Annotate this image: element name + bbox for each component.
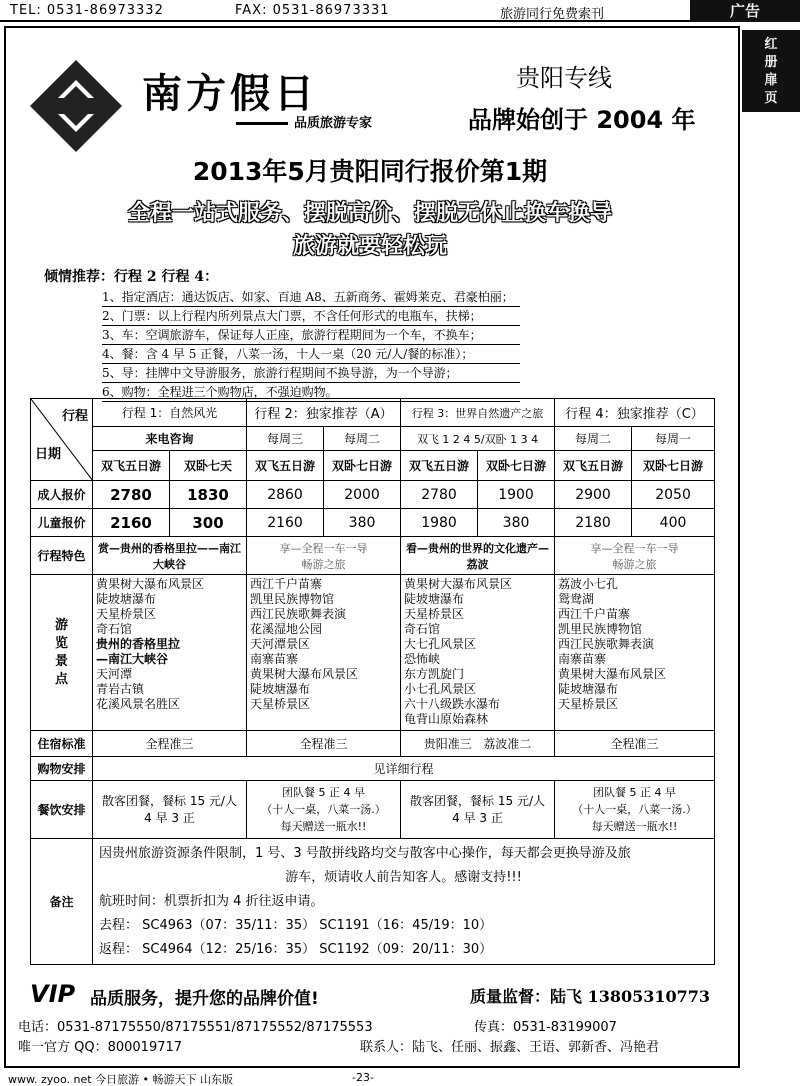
adult-price: 2900 <box>555 481 632 509</box>
trip-header: 行程 2：独家推荐（A） <box>247 399 401 427</box>
trip-header: 行程 4：独家推荐（C） <box>555 399 715 427</box>
adult-price: 2860 <box>247 481 324 509</box>
table-row <box>31 537 715 575</box>
child-price: 2180 <box>555 509 632 537</box>
spot-item: 南寨苗寨 <box>250 652 299 666</box>
spot-item: 天星桥景区 <box>558 697 619 711</box>
spot-item: 花溪风景名胜区 <box>96 697 181 711</box>
table-row <box>31 509 715 537</box>
spot-item: 大七孔风景区 <box>404 637 477 651</box>
footer-slogan: 品质服务，提升您的品牌价值! <box>90 989 319 1009</box>
spot-item: 天星桥景区 <box>96 607 157 621</box>
spots-cell <box>93 575 247 731</box>
date-cell: 每周二 <box>324 427 401 451</box>
remark-line: 去程： SC4963（07：35/11：35） SC1191（16：45/19：10） <box>99 917 493 933</box>
brand-tagline: 品质旅游专家 <box>236 112 372 131</box>
spot-item: —南江大峡谷 <box>96 652 169 666</box>
route-title: 贵阳专线 <box>516 64 612 92</box>
adult-price: 2780 <box>401 481 478 509</box>
spot-item: 花溪湿地公园 <box>250 622 323 636</box>
spot-item: 天河潭景区 <box>250 637 311 651</box>
child-price: 400 <box>632 509 715 537</box>
spot-item: 荔波小七孔 <box>558 577 619 591</box>
spot-item: 天星桥景区 <box>250 697 311 711</box>
mode-cell: 双飞五日游 <box>555 451 632 481</box>
page-title: 2013年5月贵阳同行报价第1期 <box>192 157 548 186</box>
spot-item: 鸳鸯湖 <box>558 592 595 606</box>
header-fax: FAX: 0531-86973331 <box>235 3 390 18</box>
footer-qq: 唯一官方 QQ：800019717 <box>18 1040 183 1055</box>
date-cell: 每周三 <box>247 427 324 451</box>
slogan-line-2: 旅游就要轻松玩 <box>292 234 447 259</box>
feature-cell: 享—全程一车一导 畅游之旅 <box>555 537 715 575</box>
spot-item: 恐怖峡 <box>404 652 441 666</box>
child-price: 2160 <box>247 509 324 537</box>
header-tel: TEL: 0531-86973332 <box>10 3 164 18</box>
spot-item: 西江千户苗寨 <box>558 607 631 621</box>
meal-cell: 团队餐 5 正 4 早 （十人一桌，八菜一汤.） 每天赠送一瓶水!! <box>555 781 715 839</box>
note-item: 4、餐：含 4 早 5 正餐，八菜一汤，十人一桌（20 元/人/餐的标准）； <box>102 345 520 364</box>
note-item: 3、车：空调旅游车，保证每人正座，旅游行程期间为一个车，不换车； <box>102 326 520 345</box>
table-row <box>31 781 715 839</box>
note-item: 1、指定酒店：通达饭店、如家、百迪 A8、五新商务、霍姆莱克、君豪柏丽； <box>102 288 520 307</box>
quality-supervisor: 质量监督：陆飞 13805310773 <box>470 987 711 1006</box>
mode-cell: 双飞五日游 <box>93 451 170 481</box>
bottom-bar <box>0 1070 800 1086</box>
corner-date: 日期 <box>35 447 62 462</box>
table-row <box>31 575 715 731</box>
stay-cell: 贵阳准三 荔波准二 <box>401 731 555 757</box>
spot-item: 六十八级跌水瀑布 <box>404 697 501 711</box>
corner-trip: 行程 <box>61 409 88 424</box>
row-label-child: 儿童报价 <box>31 509 93 537</box>
footer-fax: 传真：0531-83199007 <box>474 1020 617 1035</box>
spot-item: 陡坡塘瀑布 <box>558 682 619 696</box>
spot-item: 青岩古镇 <box>96 682 145 696</box>
date-cell: 每周一 <box>632 427 715 451</box>
table-row <box>31 399 715 427</box>
child-price: 2160 <box>93 509 170 537</box>
side-tab-char: 页 <box>764 91 778 106</box>
ad-label: 广告 <box>690 0 800 22</box>
shop-cell: 见详细行程 <box>93 757 715 781</box>
remark-line: 航班时间：机票折扣为 4 折往返申请。 <box>99 893 324 909</box>
stay-cell: 全程准三 <box>247 731 401 757</box>
note-item: 6、购物：全程进三个购物店，不强迫购物。 <box>102 383 520 402</box>
child-price: 380 <box>324 509 401 537</box>
adult-price: 1900 <box>478 481 555 509</box>
side-tab <box>742 30 800 112</box>
spot-item: 奇石馆 <box>96 622 133 636</box>
table-row <box>31 481 715 509</box>
child-price: 1980 <box>401 509 478 537</box>
mode-cell: 双卧七日游 <box>478 451 555 481</box>
spot-item: 东方凯旋门 <box>404 667 465 681</box>
vip-badge: VIP <box>30 980 76 1008</box>
header-magazine: 旅游同行免费索刊 <box>500 7 605 22</box>
table-row <box>31 427 715 451</box>
spot-item: 天河潭 <box>96 667 133 681</box>
spot-item: 小七孔风景区 <box>404 682 477 696</box>
row-label-adult: 成人报价 <box>31 481 93 509</box>
mode-cell: 双飞五日游 <box>247 451 324 481</box>
mode-cell: 双卧七日游 <box>324 451 401 481</box>
notes-list <box>102 288 520 402</box>
top-bar <box>0 0 800 22</box>
spot-item: 凯里民族博物馆 <box>558 622 643 636</box>
feature-cell: 享—全程一车一导 畅游之旅 <box>247 537 401 575</box>
brand-name: 南方假日 <box>142 70 318 117</box>
spot-item: 西江千户苗寨 <box>250 577 323 591</box>
site-url: www. zyoo. net 今日旅游 • 畅游天下 山东版 <box>8 1073 234 1086</box>
adult-price: 2780 <box>93 481 170 509</box>
spot-item: 西江民族歌舞表演 <box>250 607 347 621</box>
spot-item: 西江民族歌舞表演 <box>558 637 655 651</box>
spot-item: 龟背山原始森林 <box>404 712 489 726</box>
adult-price: 2000 <box>324 481 401 509</box>
mode-cell: 双飞五日游 <box>401 451 478 481</box>
mode-cell: 双卧七天 <box>170 451 247 481</box>
spot-item: 黄果树大瀑布风景区 <box>558 667 667 681</box>
meal-cell: 团队餐 5 正 4 早 （十人一桌，八菜一汤.） 每天赠送一瓶水!! <box>247 781 401 839</box>
row-label-feature: 行程特色 <box>31 537 93 575</box>
slogan-line-1: 全程一站式服务、摆脱高价、摆脱无休止换车换导 <box>127 201 612 226</box>
table-corner <box>31 399 93 481</box>
page-number: -23- <box>352 1071 374 1084</box>
spot-item: 黄果树大瀑布风景区 <box>250 667 359 681</box>
child-price: 300 <box>170 509 247 537</box>
side-tab-char: 红 <box>764 37 778 52</box>
spot-item: 黄果树大瀑布风景区 <box>96 577 205 591</box>
row-label-shop: 购物安排 <box>31 757 93 781</box>
table-row <box>31 451 715 481</box>
row-label-stay: 住宿标准 <box>31 731 93 757</box>
table-row <box>31 839 715 965</box>
date-cell: 双飞 1 2 4 5/双卧 1 3 4 <box>401 427 555 451</box>
remark-cell <box>93 839 715 965</box>
stay-cell: 全程准三 <box>93 731 247 757</box>
trip-header: 行程 1：自然风光 <box>93 399 247 427</box>
spots-cell <box>555 575 715 731</box>
spots-cell <box>247 575 401 731</box>
row-label-meal: 餐饮安排 <box>31 781 93 839</box>
spot-item: 奇石馆 <box>404 622 441 636</box>
meal-cell: 散客团餐，餐标 15 元/人 4 早 3 正 <box>401 781 555 839</box>
remark-line: 因贵州旅游资源条件限制，1 号、3 号散拼线路均交与散客中心操作，每天都会更换导游及旅 <box>99 845 631 861</box>
remark-line: 返程： SC4964（12：25/16：35） SC1192（09：20/11：30） <box>99 941 493 957</box>
adult-price: 1830 <box>170 481 247 509</box>
footer-contacts: 联系人：陆飞、任丽、振鑫、王语、郭新香、冯艳君 <box>360 1040 660 1055</box>
row-label-spots: 游 览 景 点 <box>31 575 93 731</box>
brand-since: 品牌始创于 2004 年 <box>468 106 696 134</box>
side-tab-char: 扉 <box>764 73 778 88</box>
spot-item: 天星桥景区 <box>404 607 465 621</box>
note-item: 2、门票：以上行程内所列景点大门票，不含任何形式的电瓶车，扶梯； <box>102 307 520 326</box>
spot-item: 南寨苗寨 <box>558 652 607 666</box>
spot-item: 陡坡塘瀑布 <box>404 592 465 606</box>
table-row <box>31 731 715 757</box>
spot-item: 黄果树大瀑布风景区 <box>404 577 513 591</box>
spots-cell <box>401 575 555 731</box>
feature-cell: 赏—贵州的香格里拉——南江大峡谷 <box>93 537 247 575</box>
adult-price: 2050 <box>632 481 715 509</box>
meal-cell: 散客团餐，餐标 15 元/人 4 早 3 正 <box>93 781 247 839</box>
spot-item: 陡坡塘瀑布 <box>96 592 157 606</box>
date-cell: 来电咨询 <box>93 427 247 451</box>
feature-cell: 看—贵州的世界的文化遗产—荔波 <box>401 537 555 575</box>
date-cell: 每周二 <box>555 427 632 451</box>
side-tab-char: 册 <box>764 55 778 70</box>
footer-phone: 电话：0531-87175550/87175551/87175552/87175553 <box>18 1020 373 1035</box>
mode-cell: 双卧七日游 <box>632 451 715 481</box>
table-row <box>31 757 715 781</box>
brand-logo-icon <box>28 58 124 154</box>
row-label-remark: 备注 <box>31 839 93 965</box>
trip-header: 行程 3：世界自然遗产之旅 <box>401 399 555 427</box>
price-table <box>30 398 715 965</box>
child-price: 380 <box>478 509 555 537</box>
spot-item: 贵州的香格里拉 <box>96 637 181 651</box>
remark-line: 游车，烦请收人前告知客人。感谢支持!!! <box>285 869 522 885</box>
spot-item: 陡坡塘瀑布 <box>250 682 311 696</box>
stay-cell: 全程准三 <box>555 731 715 757</box>
spot-item: 凯里民族博物馆 <box>250 592 335 606</box>
note-item: 5、导：挂牌中文导游服务，旅游行程期间不换导游，为一个导游； <box>102 364 520 383</box>
recommend-label: 倾情推荐：行程 2 行程 4： <box>44 269 219 285</box>
